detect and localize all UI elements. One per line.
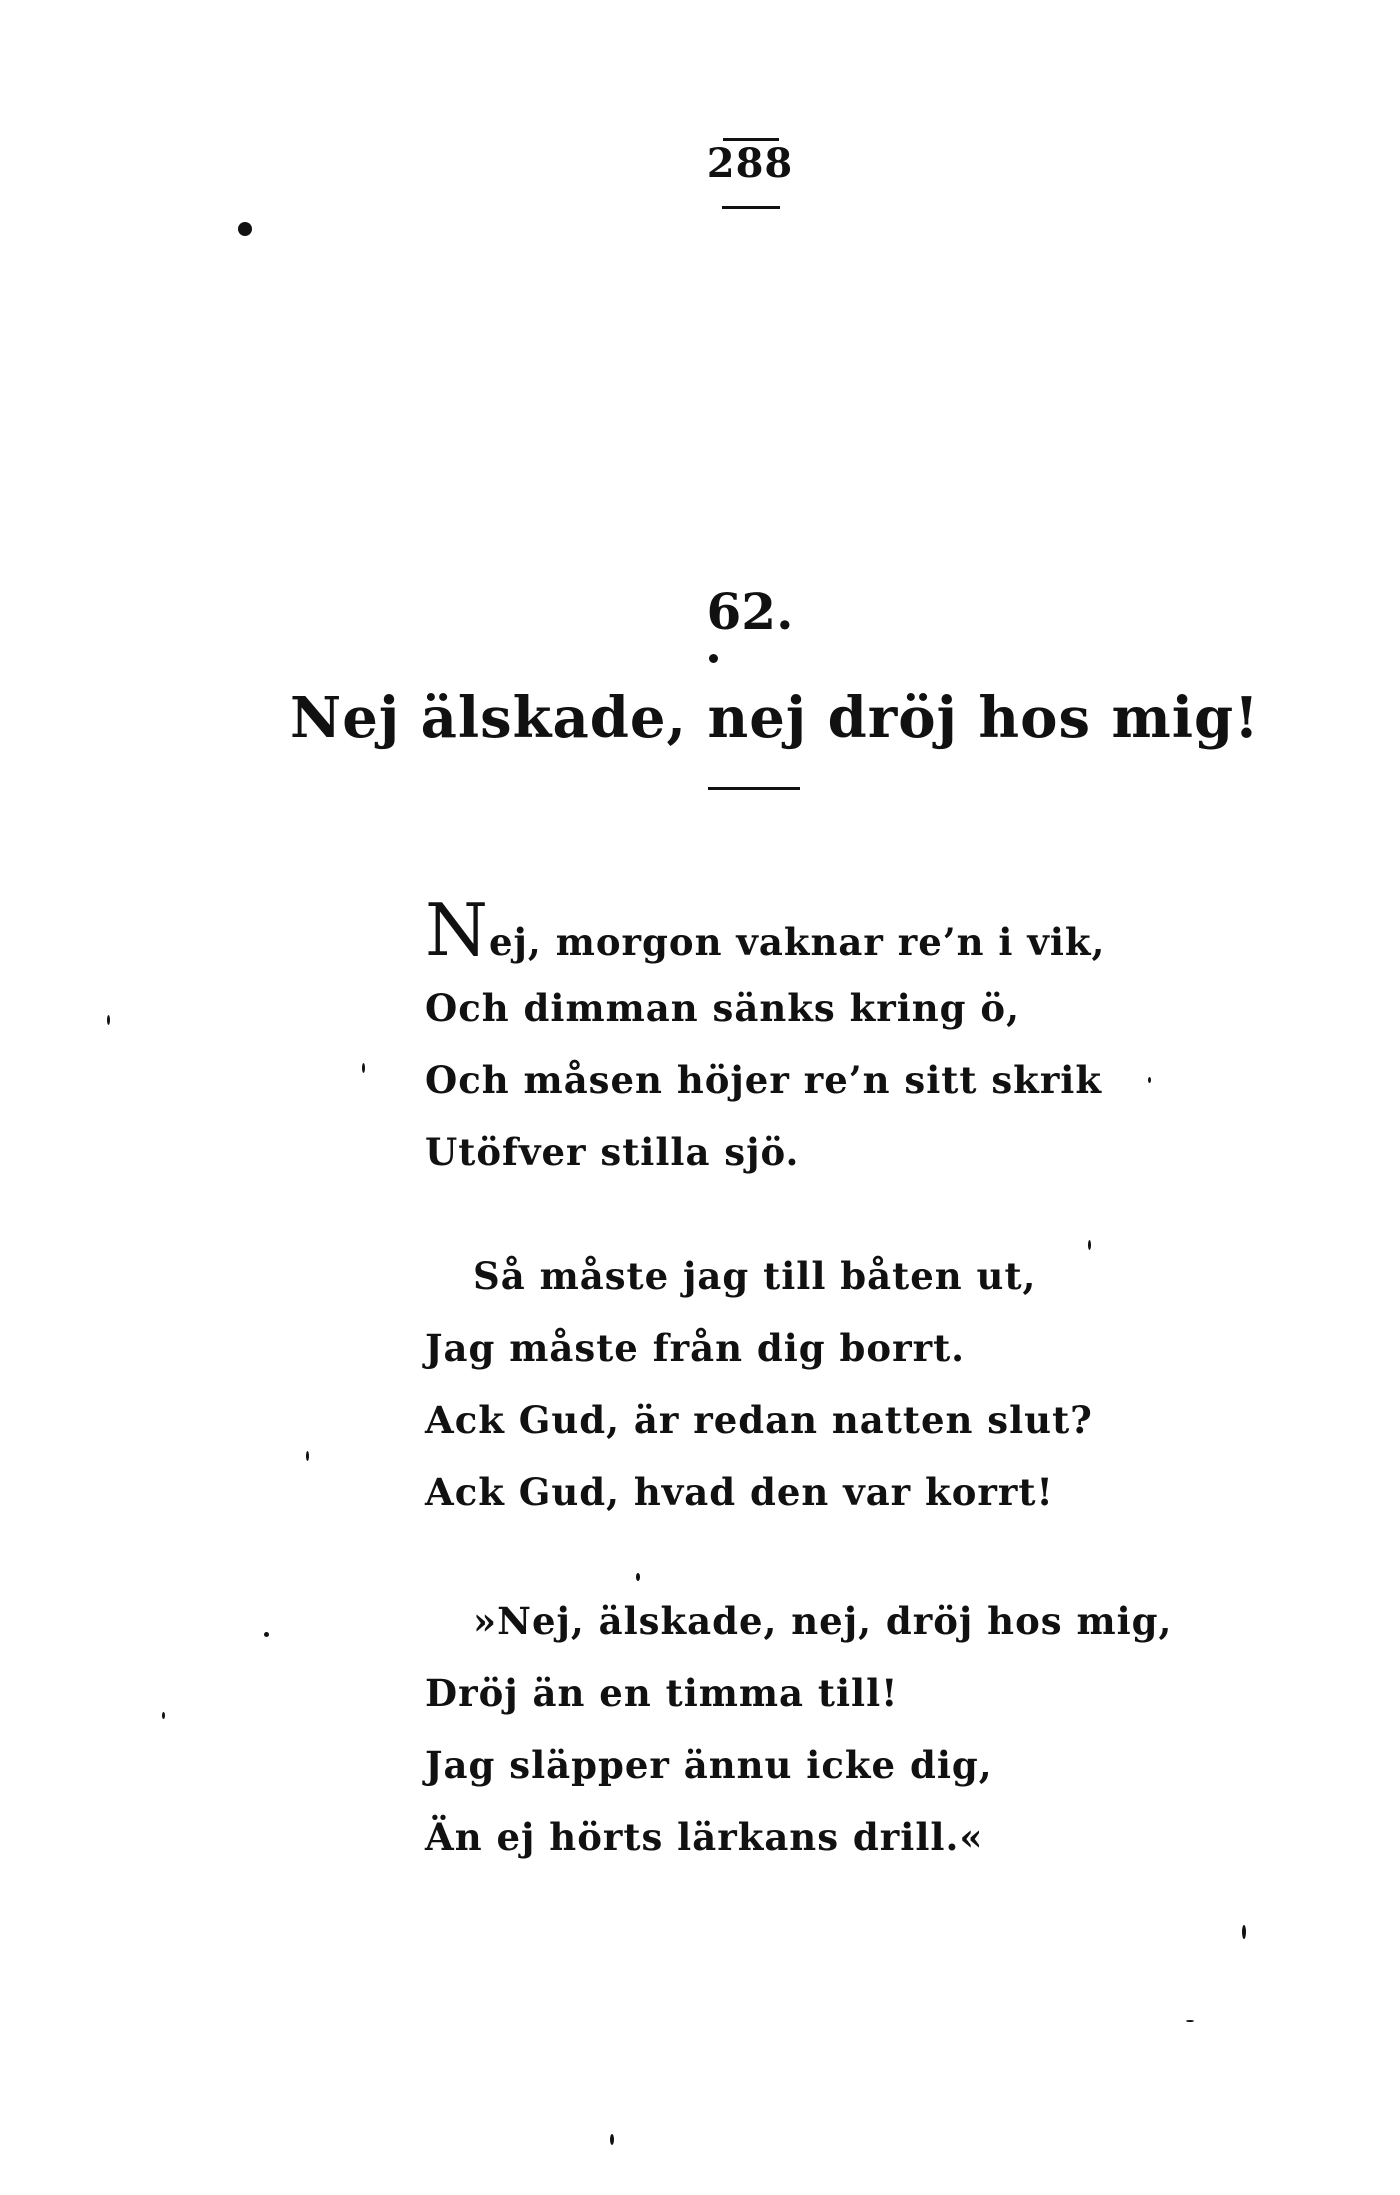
poem-title: Nej älskade, nej dröj hos mig!	[290, 685, 1260, 751]
stanza-2	[425, 1240, 1185, 1528]
ink-speck	[306, 1451, 309, 1461]
ink-speck	[1242, 1925, 1246, 1939]
ink-speck	[162, 1712, 165, 1719]
poem-line: Jag släpper ännu icke dig,	[425, 1743, 993, 1787]
poem-line: Så måste jag till båten ut,	[473, 1254, 1037, 1298]
stanza-3	[425, 1585, 1185, 1873]
line-text: ej, morgon vaknar re’n i vik,	[489, 920, 1106, 964]
ink-speck	[362, 1063, 365, 1073]
ink-speck	[264, 1632, 269, 1637]
ornament-dot	[709, 654, 718, 663]
ink-speck	[610, 2134, 614, 2145]
poem-line: Ack Gud, är redan natten slut?	[425, 1398, 1093, 1442]
ink-speck	[107, 1015, 110, 1025]
stanza-1	[425, 888, 1185, 1188]
ink-speck	[1148, 1077, 1151, 1083]
poem-line: Och dimman sänks kring ö,	[425, 986, 1020, 1030]
poem-line: Och måsen höjer re’n sitt skrik	[425, 1058, 1103, 1102]
ink-speck	[238, 222, 252, 236]
page-number-rule	[722, 206, 780, 209]
ink-speck	[1088, 1240, 1091, 1250]
title-rule	[708, 787, 800, 790]
poem-line: Utöfver stilla sjö.	[425, 1130, 800, 1174]
drop-cap: N	[425, 888, 489, 972]
poem-line: Jag måste från dig borrt.	[425, 1326, 966, 1370]
poem-number: 62.	[706, 582, 794, 641]
poem-line: Än ej hörts lärkans drill.«	[425, 1815, 984, 1859]
poem-line: Ack Gud, hvad den var korrt!	[425, 1470, 1054, 1514]
ink-speck	[636, 1573, 640, 1581]
ink-speck	[1186, 2020, 1194, 2022]
page-number: 288	[706, 140, 794, 187]
poem-line: Dröj än en timma till!	[425, 1671, 899, 1715]
poem-line: »Nej, älskade, nej, dröj hos mig,	[473, 1599, 1173, 1643]
poem-line	[425, 888, 1185, 972]
